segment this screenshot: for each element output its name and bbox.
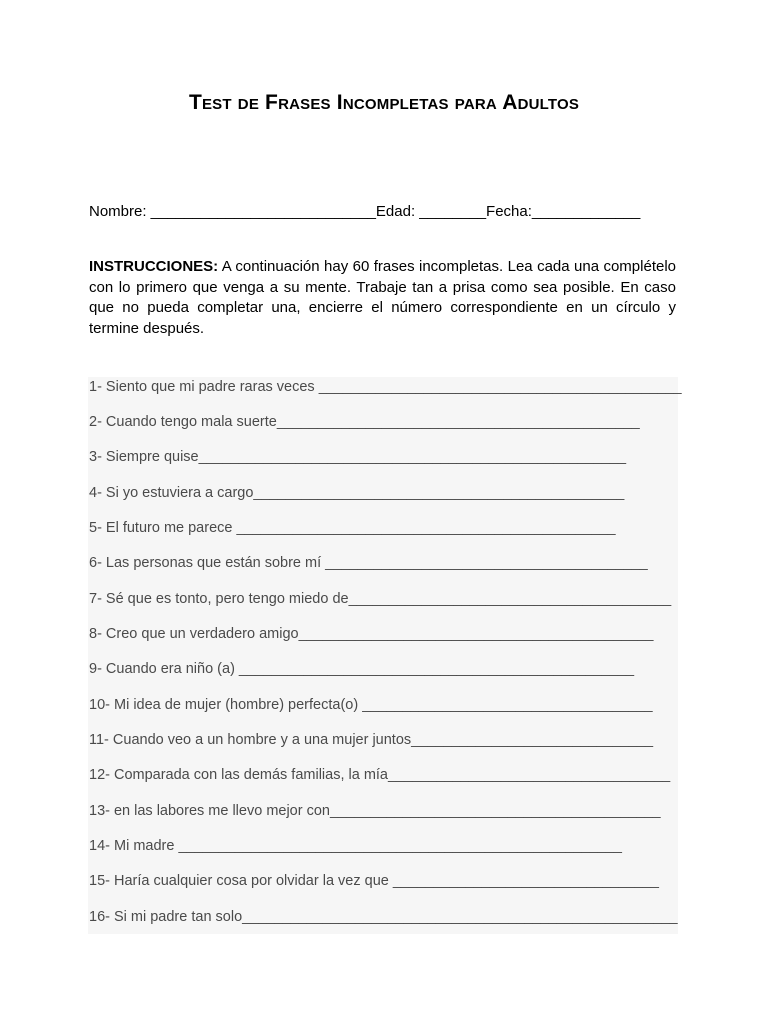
sentence-item-15[interactable]: 15- Haría cualquier cosa por olvidar la vez que _________________________________ <box>89 873 659 889</box>
sentence-item-7[interactable]: 7- Sé que es tonto, pero tengo miedo de________________________________________ <box>89 591 672 607</box>
instructions-label: INSTRUCCIONES: <box>89 258 219 275</box>
sentence-item-8[interactable]: 8- Creo que un verdadero amigo____________________________________________ <box>89 626 654 642</box>
personal-info-line[interactable]: Nombre: ___________________________Edad: ________Fecha:_____________ <box>89 203 641 220</box>
instructions-text: A continuación hay 60 frases incompletas. Lea cada una complételo con lo primero que venga a su mente. Trabaje tan a prisa como sea posible. En caso que no pueda completar una, encierre el número correspondiente en un círculo y termine después. <box>89 258 676 337</box>
sentence-item-6[interactable]: 6- Las personas que están sobre mí ________________________________________ <box>89 555 648 571</box>
sentence-item-1[interactable]: 1- Siento que mi padre raras veces _____________________________________________ <box>89 379 682 395</box>
instructions-paragraph <box>89 257 676 339</box>
sentence-item-3[interactable]: 3- Siempre quise_____________________________________________________ <box>89 449 627 465</box>
sentence-item-14[interactable]: 14- Mi madre _______________________________________________________ <box>89 838 622 854</box>
sentence-item-12[interactable]: 12- Comparada con las demás familias, la mía___________________________________ <box>89 767 671 783</box>
sentence-item-16[interactable]: 16- Si mi padre tan solo______________________________________________________ <box>89 909 678 925</box>
sentence-item-10[interactable]: 10- Mi idea de mujer (hombre) perfecta(o) ____________________________________ <box>89 697 653 713</box>
sentence-item-13[interactable]: 13- en las labores me llevo mejor con_________________________________________ <box>89 803 661 819</box>
sentence-item-5[interactable]: 5- El futuro me parece _______________________________________________ <box>89 520 616 536</box>
sentence-item-2[interactable]: 2- Cuando tengo mala suerte_____________________________________________ <box>89 414 640 430</box>
page-title <box>0 91 768 115</box>
sentence-list <box>88 377 682 934</box>
sentence-item-9[interactable]: 9- Cuando era niño (a) _________________________________________________ <box>89 661 635 677</box>
sentence-item-4[interactable]: 4- Si yo estuviera a cargo______________________________________________ <box>89 485 625 501</box>
sentence-item-11[interactable]: 11- Cuando veo a un hombre y a una mujer juntos______________________________ <box>89 732 654 748</box>
page-title-text: Test de Frases Incompletas para Adultos <box>188 91 580 114</box>
